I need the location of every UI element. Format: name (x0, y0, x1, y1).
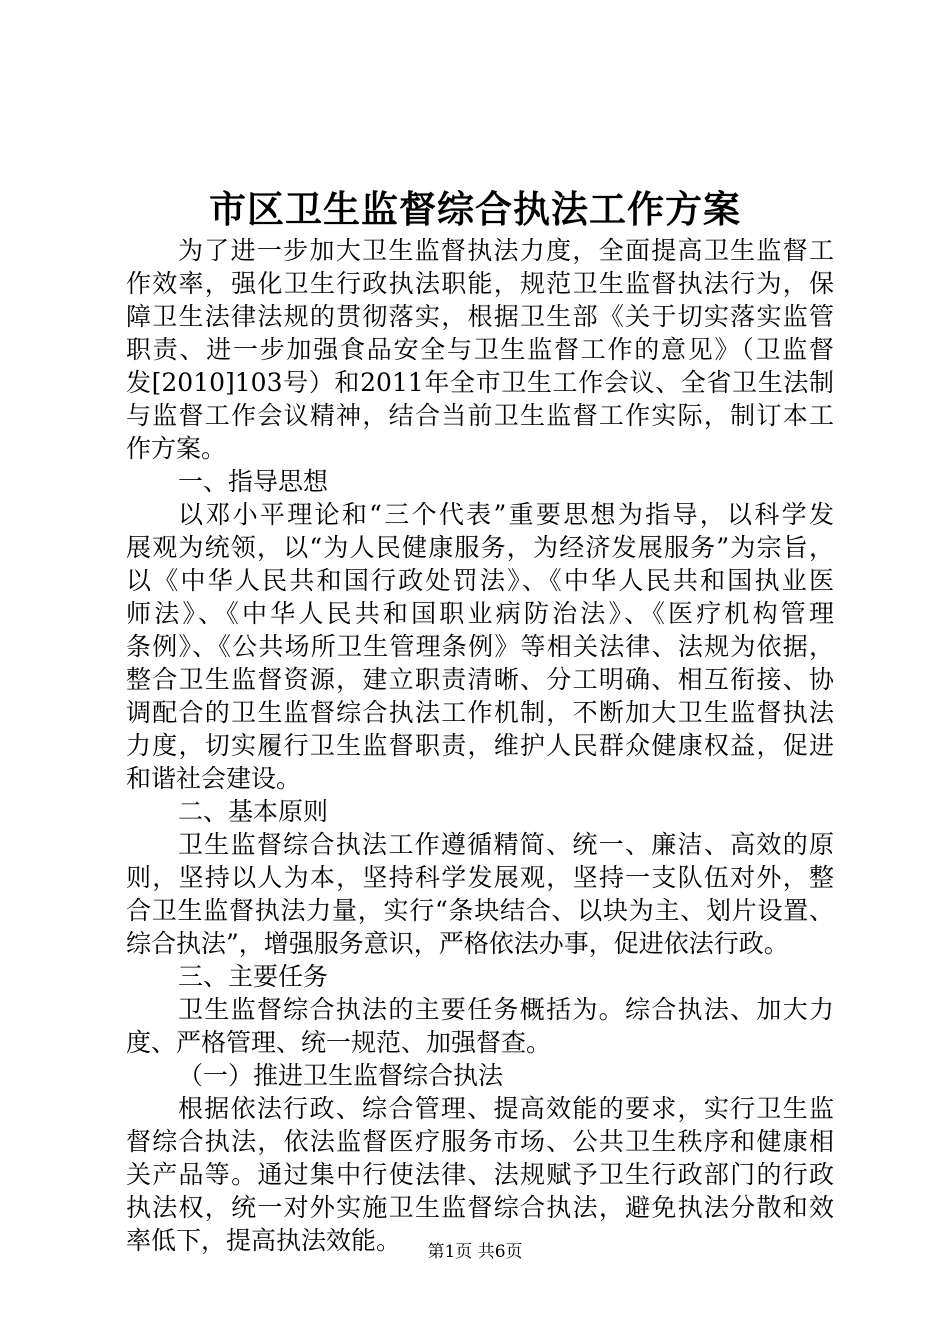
paragraph-line: 度、严格管理、统一规范、加强督查。 (126, 1028, 552, 1057)
paragraph-line: 调配合的卫生监督综合执法工作机制，不断加大卫生监督执法 (126, 698, 834, 727)
paragraph-line: 师法》、《中华人民共和国职业病防治法》、《医疗机构管理 (126, 599, 834, 628)
paragraph-line: 督综合执法，依法监督医疗服务市场、公共卫生秩序和健康相 (126, 1127, 834, 1156)
paragraph-line: 关产品等。通过集中行使法律、法规赋予卫生行政部门的行政 (126, 1160, 834, 1189)
document-body (126, 234, 834, 1257)
paragraph-line: 卫生监督综合执法的主要任务概括为。综合执法、加大力 (178, 995, 834, 1024)
paragraph-line: 力度，切实履行卫生监督职责，维护人民群众健康权益，促进 (126, 731, 834, 760)
paragraph-line: 综合执法”，增强服务意识，严格依法办事，促进依法行政。 (126, 929, 789, 958)
paragraph-line: 以邓小平理论和“三个代表”重要思想为指导，以科学发 (178, 500, 834, 529)
paragraph-line: 执法权，统一对外实施卫生监督综合执法，避免执法分散和效 (126, 1193, 834, 1222)
section-heading: 一、指导思想 (178, 467, 329, 496)
paragraph-line: 障卫生法律法规的贯彻落实，根据卫生部《关于切实落实监管 (126, 302, 834, 331)
section-heading: （一）推进卫生监督综合执法 (178, 1061, 504, 1090)
paragraph-line: 作效率，强化卫生行政执法职能，规范卫生监督执法行为，保 (126, 269, 834, 298)
paragraph-line: 则，坚持以人为本，坚持科学发展观，坚持一支队伍对外，整 (126, 863, 834, 892)
paragraph-line: 整合卫生监督资源，建立职责清晰、分工明确、相互衔接、协 (126, 665, 834, 694)
paragraph-line: 条例》、《公共场所卫生管理条例》等相关法律、法规为依据， (126, 632, 834, 661)
paragraph-line: 以《中华人民共和国行政处罚法》、《中华人民共和国执业医 (126, 566, 834, 595)
paragraph-line: 为了进一步加大卫生监督执法力度，全面提高卫生监督工 (178, 236, 834, 265)
section-heading: 二、基本原则 (178, 797, 329, 826)
paragraph-line: 与监督工作会议精神，结合当前卫生监督工作实际，制订本工 (126, 401, 834, 430)
paragraph-line: 卫生监督综合执法工作遵循精简、统一、廉洁、高效的原 (178, 830, 834, 859)
section-heading: 三、主要任务 (178, 962, 329, 991)
page-footer: 第1页 共6页 (427, 1242, 523, 1262)
paragraph-line: 展观为统领，以“为人民健康服务，为经济发展服务”为宗旨， (126, 533, 834, 562)
paragraph-line: 作方案。 (126, 434, 227, 463)
paragraph-line: 和谐社会建设。 (126, 764, 302, 793)
paragraph-line: 根据依法行政、综合管理、提高效能的要求，实行卫生监 (178, 1094, 834, 1123)
paragraph-line: 发[2010]103号）和2011年全市卫生工作会议、全省卫生法制 (126, 368, 834, 397)
paragraph-line: 职责、进一步加强食品安全与卫生监督工作的意见》（卫监督 (126, 335, 834, 364)
paragraph-line: 率低下，提高执法效能。 (126, 1226, 402, 1255)
paragraph-line: 合卫生监督执法力量，实行“条块结合、以块为主、划片设置、 (126, 896, 834, 925)
document-title: 市区卫生监督综合执法工作方案 (209, 187, 741, 231)
